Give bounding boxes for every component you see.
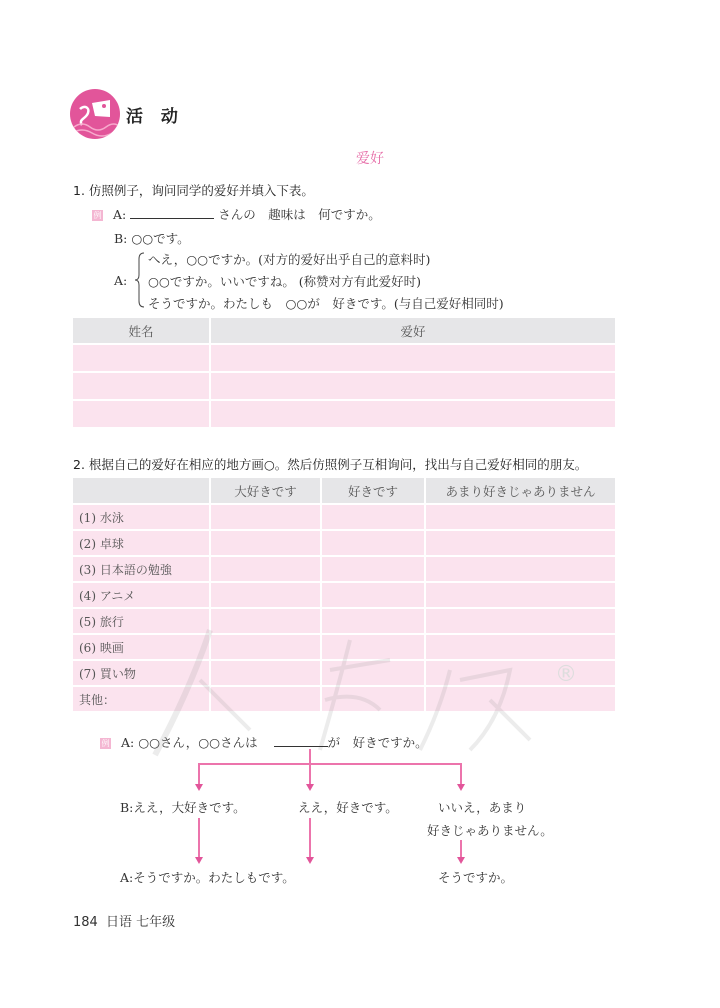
arrow-down-icon xyxy=(195,784,203,791)
column-header-dislike: あまり好きじゃありません xyxy=(426,478,615,503)
dislike-cell[interactable] xyxy=(426,635,615,659)
like-cell[interactable] xyxy=(322,635,424,659)
arrow-down-icon xyxy=(306,857,314,864)
name-cell[interactable] xyxy=(73,373,209,399)
item-label: (7) 買い物 xyxy=(73,661,209,685)
like-cell[interactable] xyxy=(322,557,424,581)
table-row xyxy=(73,583,615,607)
column-header-like: 好きです xyxy=(322,478,424,503)
arrow-down-icon xyxy=(195,857,203,864)
connector-line xyxy=(198,818,200,860)
name-cell[interactable] xyxy=(73,345,209,371)
section2-instruction: 2. 根据自己的爱好在相应的地方画○。然后仿照例子互相询问，找出与自己爱好相同的朋友。 xyxy=(73,457,588,472)
reply-a-same: A:そうですか。わたしもです。 xyxy=(120,870,295,885)
speaker-label: B: xyxy=(120,800,134,815)
like-cell[interactable] xyxy=(322,583,424,607)
dislike-cell[interactable] xyxy=(426,505,615,529)
koi-flag-icon xyxy=(70,89,120,139)
table-row xyxy=(73,401,615,427)
connector-line xyxy=(309,763,311,785)
answer-b-love xyxy=(120,798,246,816)
love-cell[interactable] xyxy=(211,557,320,581)
love-cell[interactable] xyxy=(211,609,320,633)
answer-b-dislike-line2: 好きじゃありません。 xyxy=(427,823,553,838)
page-number: 184 xyxy=(73,915,98,930)
example-line-a1 xyxy=(92,205,381,223)
table-row xyxy=(73,345,615,371)
love-cell[interactable] xyxy=(211,505,320,529)
speaker-label: A: xyxy=(112,207,127,222)
response-line-2: ○○ですか。いいですね。 (称赞对方有此爱好时) xyxy=(148,274,422,289)
table-row xyxy=(73,373,615,399)
love-cell[interactable] xyxy=(211,583,320,607)
fill-blank xyxy=(130,206,214,219)
column-header-hobby: 爱好 xyxy=(211,318,615,343)
connector-line xyxy=(198,763,200,785)
item-label: (2) 卓球 xyxy=(73,531,209,555)
item-label: (5) 旅行 xyxy=(73,609,209,633)
table-row xyxy=(73,557,615,581)
arrow-down-icon xyxy=(306,784,314,791)
example-text: さんの 趣味は 何ですか。 xyxy=(218,207,381,222)
brace-icon xyxy=(134,251,146,309)
love-cell[interactable] xyxy=(211,635,320,659)
dislike-cell[interactable] xyxy=(426,609,615,633)
love-cell[interactable] xyxy=(211,661,320,685)
reply-a-different: そうですか。 xyxy=(438,870,514,885)
answer-b-like: ええ，好きです。 xyxy=(298,800,398,815)
like-cell[interactable] xyxy=(322,687,424,711)
example-question xyxy=(100,733,428,751)
section1-instruction: 1. 仿照例子，询问同学的爱好并填入下表。 xyxy=(73,183,314,198)
column-header-love: 大好きです xyxy=(211,478,320,503)
table-row xyxy=(73,635,615,659)
question-suffix: が 好きですか。 xyxy=(327,735,428,750)
item-label: (3) 日本語の勉強 xyxy=(73,557,209,581)
page-footer xyxy=(73,911,175,930)
page-title: 活 动 xyxy=(126,107,184,127)
arrow-down-icon xyxy=(457,784,465,791)
book-title: 日语 七年级 xyxy=(105,915,176,930)
table-row xyxy=(73,531,615,555)
hobby-table xyxy=(71,316,617,429)
like-cell[interactable] xyxy=(322,505,424,529)
love-cell[interactable] xyxy=(211,687,320,711)
speaker-label-a: A: xyxy=(114,273,128,288)
hobby-cell[interactable] xyxy=(211,345,615,371)
column-header-name: 姓名 xyxy=(73,318,209,343)
response-line-1: へえ，○○ですか。(对方的爱好出乎自己的意料时) xyxy=(148,252,431,267)
item-label: (1) 水泳 xyxy=(73,505,209,529)
item-label: (6) 映画 xyxy=(73,635,209,659)
connector-line xyxy=(309,818,311,860)
dislike-cell[interactable] xyxy=(426,531,615,555)
hobby-cell[interactable] xyxy=(211,373,615,399)
name-cell[interactable] xyxy=(73,401,209,427)
response-line-3: そうですか。わたしも ○○が 好きです。(与自己爱好相同时) xyxy=(148,296,504,311)
like-cell[interactable] xyxy=(322,609,424,633)
connector-line xyxy=(309,749,311,764)
answer-text: ええ，大好きです。 xyxy=(133,800,246,815)
registered-mark: ® xyxy=(555,662,577,687)
question-prefix: A: ○○さん，○○さんは xyxy=(120,735,258,750)
connector-line xyxy=(198,763,462,765)
dislike-cell[interactable] xyxy=(426,557,615,581)
dislike-cell[interactable] xyxy=(426,687,615,711)
example-line-b: B: ○○です。 xyxy=(114,231,190,246)
example-mark-icon: 例 xyxy=(93,211,102,220)
dislike-cell[interactable] xyxy=(426,661,615,685)
connector-line xyxy=(460,763,462,785)
table-row xyxy=(73,609,615,633)
arrow-down-icon xyxy=(457,857,465,864)
like-cell[interactable] xyxy=(322,661,424,685)
column-header-item xyxy=(73,478,209,503)
table-row xyxy=(73,505,615,529)
fill-blank xyxy=(274,734,328,747)
example-mark-icon: 例 xyxy=(101,739,110,748)
item-label: 其他： xyxy=(73,687,209,711)
love-cell[interactable] xyxy=(211,531,320,555)
hobby-cell[interactable] xyxy=(211,401,615,427)
like-cell[interactable] xyxy=(322,531,424,555)
table-row xyxy=(73,687,615,711)
dislike-cell[interactable] xyxy=(426,583,615,607)
preference-table xyxy=(71,476,617,713)
item-label: (4) アニメ xyxy=(73,583,209,607)
table-row xyxy=(73,661,615,685)
page-subtitle: 爱好 xyxy=(356,151,384,167)
answer-b-dislike-line1: いいえ，あまり xyxy=(438,800,527,815)
